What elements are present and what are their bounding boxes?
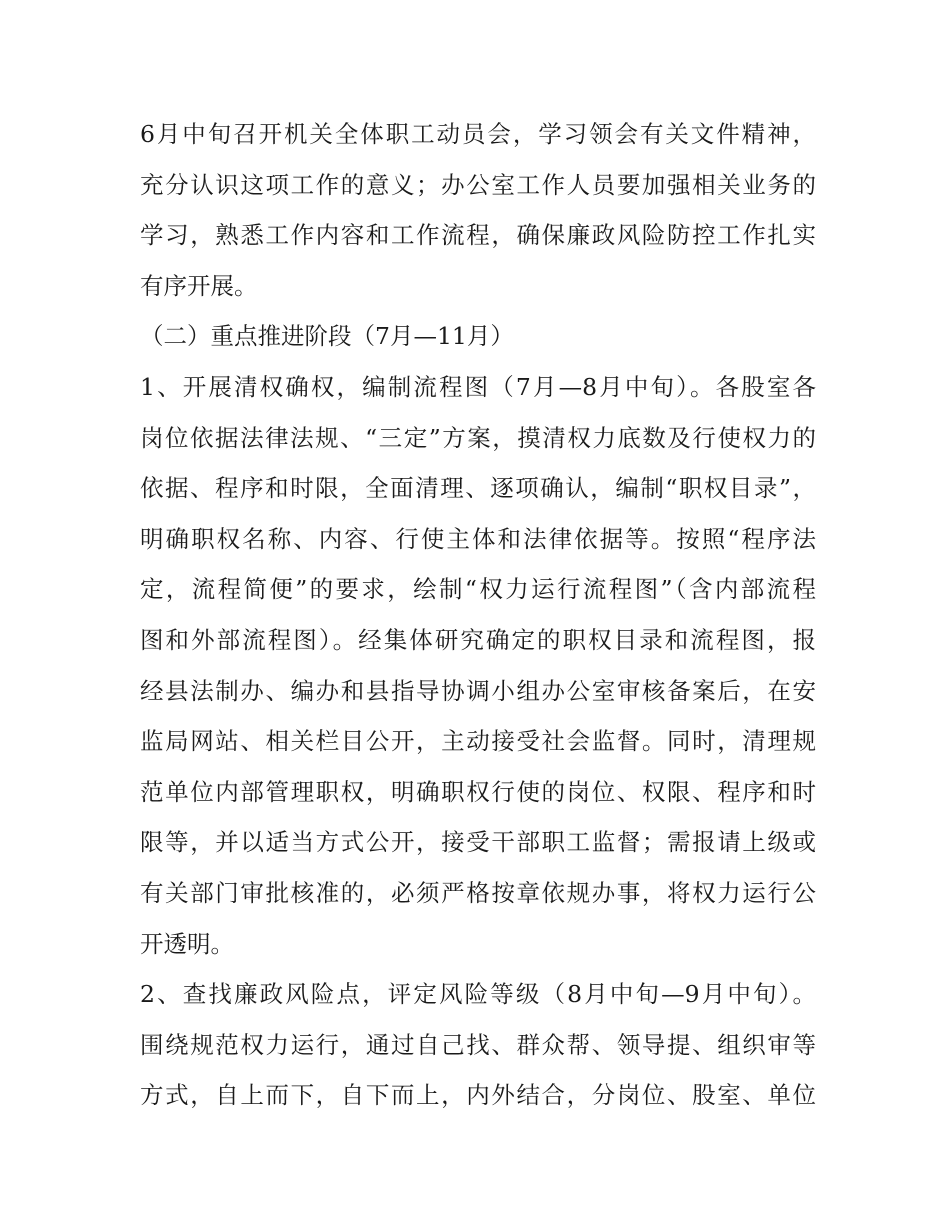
text-line: 有关部门审批核准的，必须严格按章依规办事，将权力运行公 xyxy=(140,878,816,907)
text-line: 开透明。 xyxy=(140,929,234,958)
text-line: 方式，自上而下，自下而上，内外结合，分岗位、股室、单位 xyxy=(140,1081,816,1110)
text-line: 2、查找廉政风险点，评定风险等级（8月中旬—9月中旬）。 xyxy=(140,980,816,1009)
section-heading: （二）重点推进阶段（7月—11月） xyxy=(140,322,514,351)
text-line: 监局网站、相关栏目公开，主动接受社会监督。同时，清理规 xyxy=(140,727,816,756)
text-line: 限等，并以适当方式公开，接受干部职工监督；需报请上级或 xyxy=(140,828,816,857)
text-line: 依据、程序和时限，全面清理、逐项确认，编制“职权目录”， xyxy=(140,474,816,503)
text-line: 图和外部流程图）。经集体研究确定的职权目录和流程图，报 xyxy=(140,625,816,654)
text-line: 1、开展清权确权，编制流程图（7月—8月中旬）。各股室各 xyxy=(140,372,816,401)
text-line: 围绕规范权力运行，通过自己找、群众帮、领导提、组织审等 xyxy=(140,1030,816,1059)
text-line: 定，流程简便”的要求，绘制“权力运行流程图”（含内部流程 xyxy=(140,575,816,604)
document-body xyxy=(140,109,816,1121)
text-line: 有序开展。 xyxy=(140,271,258,300)
text-line: 学习，熟悉工作内容和工作流程，确保廉政风险防控工作扎实 xyxy=(140,221,816,250)
text-line: 6月中旬召开机关全体职工动员会，学习领会有关文件精神， xyxy=(140,120,816,148)
text-line: 范单位内部管理职权，明确职权行使的岗位、权限、程序和时 xyxy=(140,777,816,806)
text-line: 经县法制办、编办和县指导协调小组办公室审核备案后，在安 xyxy=(140,676,816,705)
text-line: 充分认识这项工作的意义；办公室工作人员要加强相关业务的 xyxy=(140,170,816,199)
text-line: 明确职权名称、内容、行使主体和法律依据等。按照“程序法 xyxy=(140,524,816,553)
text-line: 岗位依据法律法规、“三定”方案，摸清权力底数及行使权力的 xyxy=(140,423,816,452)
